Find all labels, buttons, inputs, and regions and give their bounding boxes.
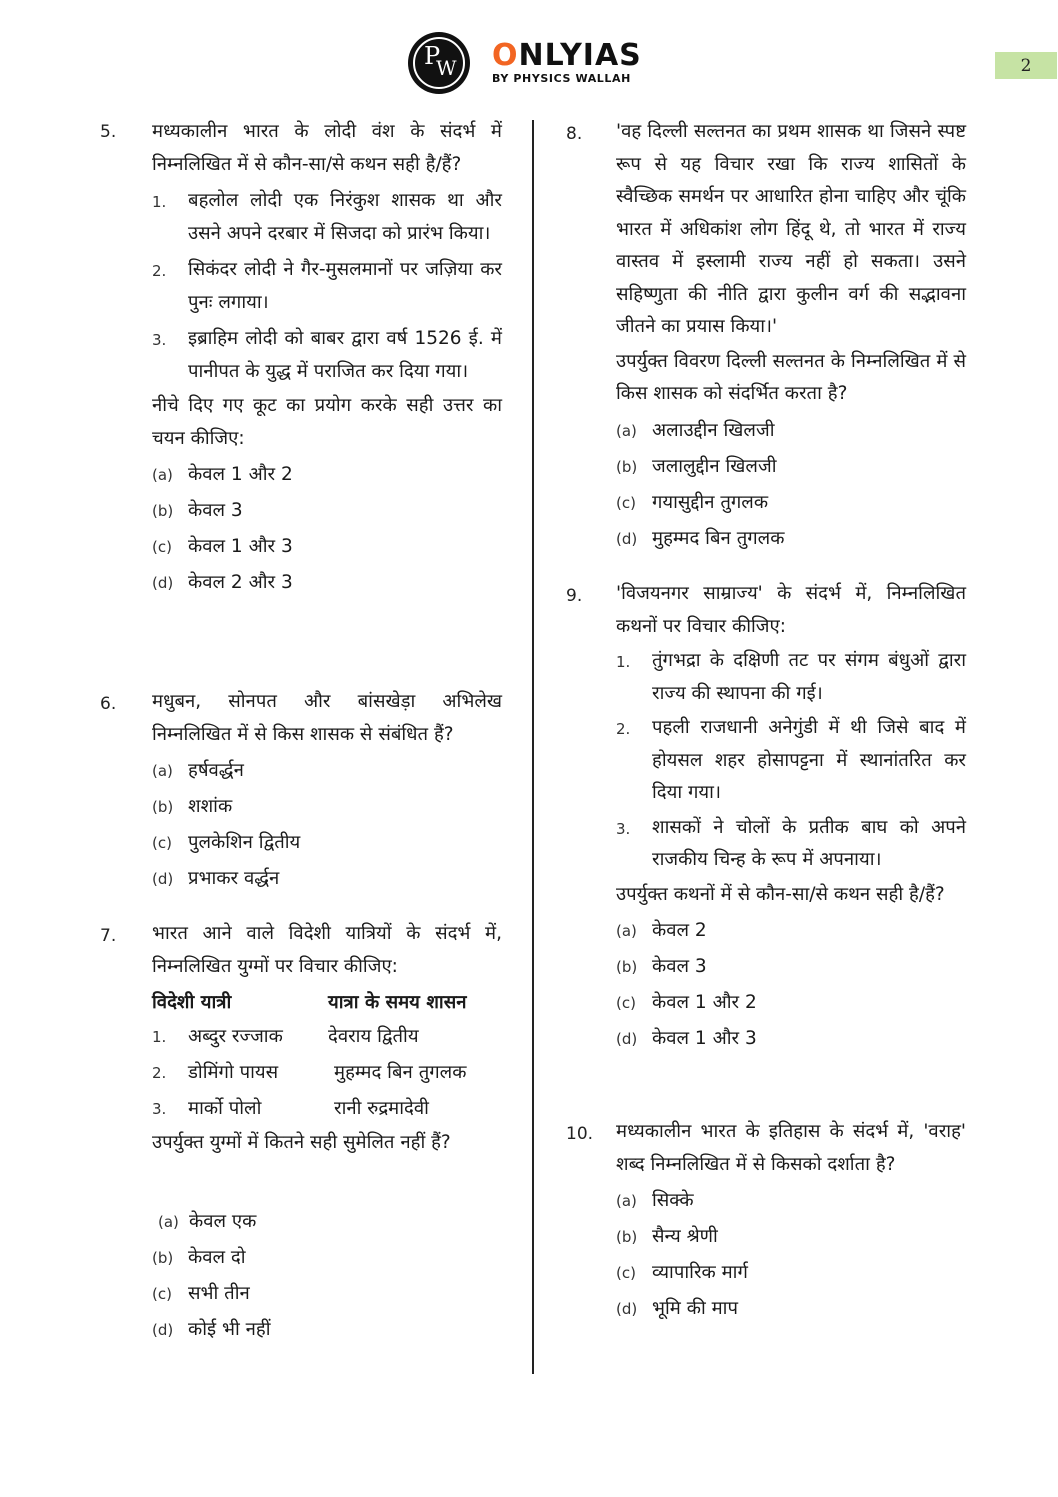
question-number: 6.	[100, 694, 117, 714]
option-d[interactable]: (d) केवल 2 और 3	[152, 572, 293, 593]
brand	[492, 40, 642, 86]
brand-name: ONLYIAS	[492, 38, 642, 73]
statement: 2. पहली राजधानी अनेगुंडी में थी जिसे बाद में होयसल शहर होसापट्टना में स्थानांतरित कर दिया गया।	[616, 717, 966, 803]
statement: 1. तुंगभद्रा के दक्षिणी तट पर संगम बंधुओं द्वारा राज्य की स्थापना की गई।	[616, 650, 966, 704]
option-c[interactable]: (c) सभी तीन	[152, 1282, 250, 1304]
question-8	[616, 116, 966, 557]
question-number: 10.	[566, 1124, 594, 1144]
question-prompt: उपर्युक्त विवरण दिल्ली सल्तनत के निम्नलिखित में से किस शासक को संदर्भित करता है?	[616, 350, 966, 404]
option-c[interactable]: (c) केवल 1 और 2	[616, 992, 757, 1013]
option-d[interactable]: (d) कोई भी नहीं	[152, 1318, 271, 1340]
option-b[interactable]: (b) केवल 3	[616, 956, 707, 977]
option-d[interactable]: (d) प्रभाकर वर्द्धन	[152, 868, 280, 889]
question-7	[152, 918, 502, 1348]
option-a[interactable]: (a) सिक्के	[616, 1190, 694, 1211]
question-text: मध्यकालीन भारत के इतिहास के संदर्भ में, 'वराह' शब्द निम्नलिखित में से किसको दर्शाता है?	[616, 1121, 966, 1175]
option-b[interactable]: (b) शशांक	[152, 796, 233, 817]
instruction: नीचे दिए गए कूट का प्रयोग करके सही उत्तर का चयन कीजिए:	[152, 395, 502, 449]
option-a[interactable]: (a) केवल 1 और 2	[152, 464, 293, 485]
question-text: भारत आने वाले विदेशी यात्रियों के संदर्भ में, निम्नलिखित युग्मों पर विचार कीजिए:	[152, 923, 502, 977]
statement: 3. इब्राहिम लोदी को बाबर द्वारा वर्ष 1526 ई. में पानीपत के युद्ध में पराजित कर दिया गया।	[152, 328, 502, 382]
option-d[interactable]: (d) केवल 1 और 3	[616, 1028, 757, 1049]
option-b[interactable]: (b) केवल 3	[152, 500, 243, 521]
page-number: 2	[995, 52, 1057, 79]
pw-logo-icon: P W	[408, 32, 470, 94]
statement: 3. शासकों ने चोलों के प्रतीक बाघ को अपने राजकीय चिन्ह के रूप में अपनाया।	[616, 816, 966, 870]
option-d[interactable]: (d) मुहम्मद बिन तुगलक	[616, 527, 785, 549]
question-number: 9.	[566, 586, 583, 606]
question-5	[152, 116, 502, 601]
column-divider	[532, 120, 534, 1374]
pair-row: 2. डोमिंगो पायस मुहम्मद बिन तुगलक	[152, 1062, 467, 1083]
question-prompt: उपर्युक्त कथनों में से कौन-सा/से कथन सही है/हैं?	[616, 883, 945, 905]
option-c[interactable]: (c) केवल 1 और 3	[152, 536, 293, 557]
option-b[interactable]: (b) केवल दो	[152, 1246, 246, 1268]
option-b[interactable]: (b) सैन्य श्रेणी	[616, 1226, 718, 1247]
option-a[interactable]: (a) केवल 2	[616, 920, 707, 941]
question-prompt: उपर्युक्त युग्मों में कितने सही सुमेलित नहीं हैं?	[152, 1132, 451, 1153]
question-10	[616, 1116, 966, 1327]
question-text: 'वह दिल्ली सल्तनत का प्रथम शासक था जिसने स्पष्ट रूप से यह विचार रखा कि राज्य शासितों के स्वैच्छिक समर्थन पर आधारित होना चाहिए और चूंकि भारत में अधिकांश लोग हिंदू थे, तो भारत में राज्य वास्तव में इस्लामी राज्य नहीं हो सकता। उसने सहिष्णुता की नीति द्वारा कुलीन वर्ग की सद्भावना जीतने का प्रयास किया।'	[616, 121, 966, 337]
question-text: मधुबन, सोनपत और बांसखेड़ा अभिलेख निम्नलिखित में से किस शासक से संबंधित हैं?	[152, 691, 502, 745]
pair-row: 3. मार्को पोलो रानी रुद्रमादेवी	[152, 1098, 429, 1119]
pair-row: 1. अब्दुर रज्जाक देवराय द्वितीय	[152, 1026, 419, 1047]
column-header-rulers: यात्रा के समय शासन	[328, 992, 467, 1013]
option-d[interactable]: (d) भूमि की माप	[616, 1298, 738, 1319]
question-number: 7.	[100, 926, 117, 946]
question-6	[152, 686, 502, 897]
brand-subtitle: BY PHYSICS WALLAH	[492, 72, 631, 85]
question-number: 5.	[100, 122, 117, 142]
option-a[interactable]: (a) अलाउद्दीन खिलजी	[616, 419, 775, 441]
option-c[interactable]: (c) व्यापारिक मार्ग	[616, 1262, 748, 1283]
statement: 1. बहलोल लोदी एक निरंकुश शासक था और उसने अपने दरबार में सिजदा को प्रारंभ किया।	[152, 190, 502, 244]
question-text: मध्यकालीन भारत के लोदी वंश के संदर्भ में निम्नलिखित में से कौन-सा/से कथन सही है/हैं?	[152, 121, 502, 175]
question-9	[616, 578, 966, 1057]
option-c[interactable]: (c) गयासुद्दीन तुगलक	[616, 491, 769, 513]
option-a[interactable]: (a) केवल एक	[158, 1210, 257, 1232]
question-text: 'विजयनगर साम्राज्य' के संदर्भ में, निम्नलिखित कथनों पर विचार कीजिए:	[616, 583, 966, 637]
option-b[interactable]: (b) जलालुद्दीन खिलजी	[616, 455, 777, 477]
option-c[interactable]: (c) पुलकेशिन द्वितीय	[152, 832, 301, 853]
question-number: 8.	[566, 124, 583, 144]
option-a[interactable]: (a) हर्षवर्द्धन	[152, 760, 244, 781]
header-logo	[408, 28, 642, 98]
statement: 2. सिकंदर लोदी ने गैर-मुसलमानों पर जज़िया कर पुनः लगाया।	[152, 259, 502, 313]
pairs-header	[152, 987, 502, 1019]
column-header-travellers: विदेशी यात्री	[152, 992, 232, 1013]
